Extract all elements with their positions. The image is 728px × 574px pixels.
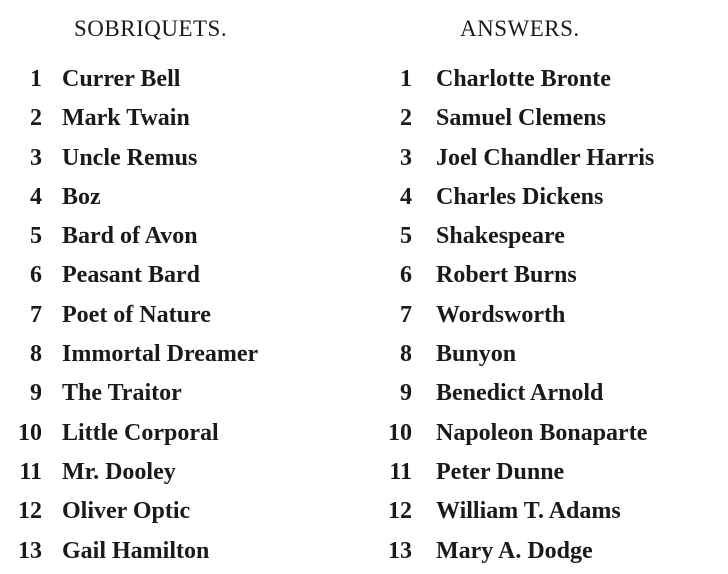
- sobriquets-list: [0, 60, 360, 571]
- row-number: 7: [400, 301, 412, 328]
- sobriquet-text: Poet of Nature: [62, 301, 211, 328]
- sobriquet-text: Uncle Remus: [62, 144, 198, 171]
- row-number: 13: [18, 537, 42, 564]
- row-number: 2: [30, 105, 42, 132]
- row-number: 10: [388, 419, 412, 446]
- sobriquet-row: [0, 217, 360, 256]
- answer-text: Napoleon Bonaparte: [436, 419, 648, 446]
- sobriquet-text: Oliver Optic: [62, 498, 191, 525]
- row-number: 12: [18, 498, 42, 525]
- row-number: 2: [400, 105, 412, 132]
- row-number: 12: [388, 498, 412, 525]
- sobriquet-text: Gail Hamilton: [62, 537, 210, 564]
- row-number: 11: [19, 458, 42, 485]
- answer-row: [370, 453, 728, 492]
- sobriquet-text: Mark Twain: [62, 105, 190, 132]
- answer-text: Charles Dickens: [436, 183, 604, 210]
- answer-row: [370, 139, 728, 178]
- answers-list: [370, 60, 728, 571]
- answer-text: Shakespeare: [436, 223, 565, 250]
- sobriquet-row: [0, 492, 360, 531]
- row-number: 1: [400, 66, 412, 92]
- sobriquet-row: [0, 453, 360, 492]
- answer-row: [370, 256, 728, 295]
- sobriquets-heading: SOBRIQUETS.: [74, 16, 228, 41]
- answer-row: [370, 374, 728, 413]
- answer-row: [370, 335, 728, 374]
- row-number: 9: [400, 380, 412, 407]
- row-number: 8: [30, 341, 42, 368]
- answer-row: [370, 178, 728, 217]
- answer-text: Wordsworth: [436, 301, 566, 328]
- answer-text: Samuel Clemens: [436, 105, 606, 132]
- row-number: 7: [30, 301, 42, 328]
- row-number: 3: [400, 144, 412, 171]
- row-number: 5: [400, 223, 412, 250]
- answer-text: Bunyon: [436, 341, 517, 368]
- sobriquet-row: [0, 296, 360, 335]
- sobriquet-row: [0, 532, 360, 571]
- row-number: 4: [30, 183, 42, 210]
- row-number: 8: [400, 341, 412, 368]
- answer-row: [370, 99, 728, 138]
- sobriquet-row: [0, 374, 360, 413]
- answer-text: William T. Adams: [436, 498, 621, 525]
- sobriquet-text: Bard of Avon: [62, 223, 198, 250]
- answer-text: Peter Dunne: [436, 458, 565, 485]
- answer-text: Charlotte Bronte: [436, 66, 611, 92]
- row-number: 13: [388, 537, 412, 564]
- answer-text: Benedict Arnold: [436, 380, 604, 407]
- answer-text: Joel Chandler Harris: [436, 144, 655, 171]
- row-number: 11: [389, 458, 412, 485]
- row-number: 3: [30, 144, 42, 171]
- sobriquet-text: Immortal Dreamer: [62, 341, 259, 368]
- sobriquet-row: [0, 414, 360, 453]
- row-number: 6: [400, 262, 412, 289]
- sobriquet-text: Currer Bell: [62, 66, 181, 92]
- answer-row: [370, 414, 728, 453]
- row-number: 9: [30, 380, 42, 407]
- sobriquet-row: [0, 256, 360, 295]
- sobriquet-row: [0, 335, 360, 374]
- sobriquet-row: [0, 178, 360, 217]
- answers-heading: ANSWERS.: [460, 16, 580, 41]
- row-number: 1: [30, 66, 42, 92]
- sobriquet-text: Little Corporal: [62, 419, 219, 446]
- sobriquet-text: Mr. Dooley: [62, 458, 176, 485]
- sobriquet-row: [0, 139, 360, 178]
- sobriquet-row: [0, 60, 360, 99]
- answer-text: Mary A. Dodge: [436, 537, 593, 564]
- sobriquet-text: Peasant Bard: [62, 262, 200, 289]
- row-number: 5: [30, 223, 42, 250]
- sobriquet-text: The Traitor: [62, 380, 182, 407]
- sobriquet-text: Boz: [62, 183, 101, 210]
- row-number: 4: [400, 183, 412, 210]
- sobriquet-row: [0, 99, 360, 138]
- answer-row: [370, 532, 728, 571]
- row-number: 6: [30, 262, 42, 289]
- answer-row: [370, 217, 728, 256]
- answer-row: [370, 60, 728, 99]
- answer-row: [370, 492, 728, 531]
- answer-text: Robert Burns: [436, 262, 577, 289]
- row-number: 10: [18, 419, 42, 446]
- answer-row: [370, 296, 728, 335]
